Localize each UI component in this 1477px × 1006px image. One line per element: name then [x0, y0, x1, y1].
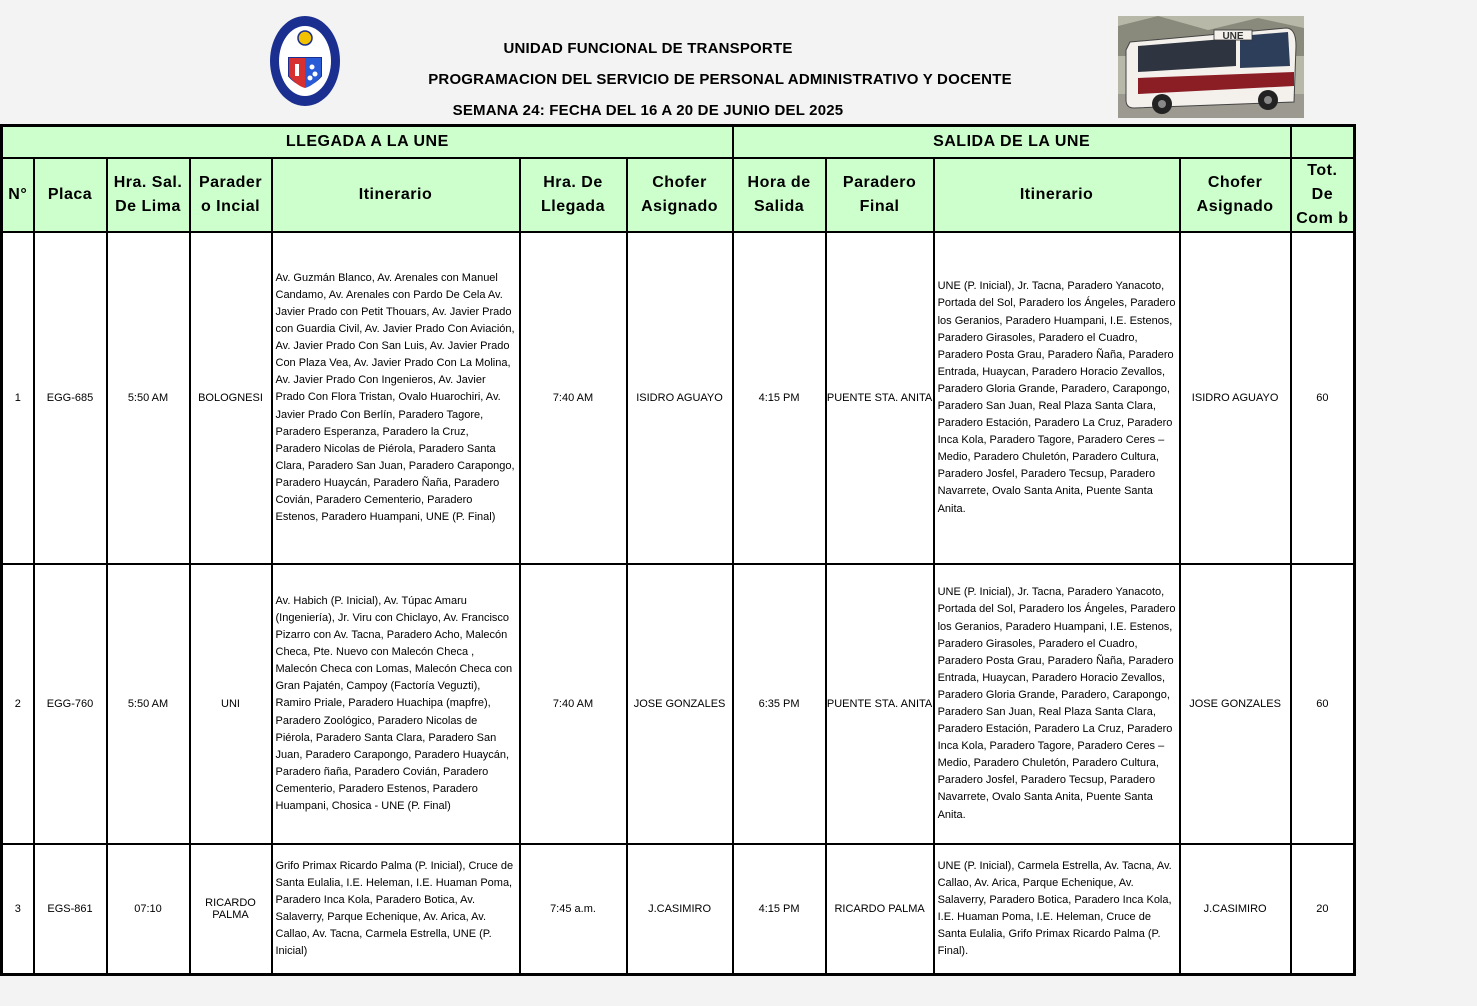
row-hora-salida: 4:15 PM — [733, 844, 826, 975]
col-placa: Placa — [34, 158, 107, 232]
row-num: 3 — [2, 844, 34, 975]
row-placa: EGS-861 — [34, 844, 107, 975]
row-itinerario-salida: UNE (P. Inicial), Carmela Estrella, Av. Tacna, Av. Callao, Av. Arica, Parque Echenique, Av. Salaverry, Paradero Botica, Paradero Inca Kola, I.E. Huaman Poma, I.E. Heleman, Cruce de Santa Eulalia, Grifo Primax Ricardo Palma (P. Final). — [934, 844, 1180, 975]
section-empty — [1291, 126, 1355, 159]
row-paradero-inicial: BOLOGNESI — [190, 232, 272, 564]
col-chofer-salida: Chofer Asignado — [1180, 158, 1291, 232]
row-placa: EGG-685 — [34, 232, 107, 564]
row-chofer-llegada: ISIDRO AGUAYO — [627, 232, 733, 564]
row-itinerario-llegada: Av. Habich (P. Inicial), Av. Túpac Amaru (Ingeniería), Jr. Viru con Chiclayo, Av. Francisco Pizarro con Av. Tacna, Paradero Acho, Malecón Checa, Pte. Nuevo con Malecón Checa , Malecón Checa con Lomas, Malecón Checa con Gran Pajatén, Campoy (Factoría Veguzti), Ramiro Priale, Paradero Huachipa (mapfre), Paradero Zoológico, Paradero Nicolas de Piérola, Paradero Santa Clara, Paradero San Juan, Paradero Carapongo, Paradero Huaycán, Paradero ñaña, Paradero Covián, Paradero Cementerio, Paradero Estenos, Paradero Huampani, Chosica - UNE (P. Final) — [272, 564, 520, 844]
column-header-row — [2, 158, 1355, 232]
row-tot-comb: 60 — [1291, 564, 1355, 844]
row-tot-comb: 60 — [1291, 232, 1355, 564]
header-line-1: UNIDAD FUNCIONAL DE TRANSPORTE — [503, 40, 793, 57]
row-paradero-final: RICARDO PALMA — [826, 844, 934, 975]
row-num: 1 — [2, 232, 34, 564]
table-row — [2, 232, 1355, 564]
row-chofer-llegada: JOSE GONZALES — [627, 564, 733, 844]
svg-text:UNE: UNE — [1222, 31, 1244, 42]
row-chofer-salida: J.CASIMIRO — [1180, 844, 1291, 975]
row-paradero-inicial: RICARDO PALMA — [190, 844, 272, 975]
header-line-2: PROGRAMACION DEL SERVICIO DE PERSONAL ADMINISTRATIVO Y DOCENTE — [428, 71, 1012, 88]
col-itinerario-salida: Itinerario — [934, 158, 1180, 232]
col-paradero-inicial: Parader o Incial — [190, 158, 272, 232]
col-chofer-llegada: Chofer Asignado — [627, 158, 733, 232]
row-itinerario-salida: UNE (P. Inicial), Jr. Tacna, Paradero Yanacoto, Portada del Sol, Paradero los Ángeles, Paradero los Geranios, Paradero Huampani, I.E. Estenos, Paradero Girasoles, Paradero el Cuadro, Paradero Posta Grau, Paradero Ñaña, Paradero Entrada, Huaycan, Paradero Horacio Zevallos, Paradero Gloria Grande, Paradero, Carapongo, Paradero San Juan, Real Plaza Santa Clara, Paradero Estación, Paradero La Cruz, Paradero Inca Kola, Paradero Tagore, Paradero Ceres – Medio, Paradero Chuletón, Paradero Cultura, Paradero Josfel, Paradero Tecsup, Paradero Navarrete, Ovalo Santa Anita, Puente Santa Anita. — [934, 564, 1180, 844]
row-paradero-inicial: UNI — [190, 564, 272, 844]
table-row — [2, 844, 1355, 975]
row-itinerario-salida: UNE (P. Inicial), Jr. Tacna, Paradero Yanacoto, Portada del Sol, Paradero los Ángeles, Paradero los Geranios, Paradero Huampani, I.E. Estenos, Paradero Girasoles, Paradero el Cuadro, Paradero Posta Grau, Paradero Ñaña, Paradero Entrada, Huaycan, Paradero Horacio Zevallos, Paradero Gloria Grande, Paradero, Carapongo, Paradero San Juan, Real Plaza Santa Clara, Paradero Estación, Paradero La Cruz, Paradero Inca Kola, Paradero Tagore, Paradero Ceres – Medio, Paradero Chuletón, Paradero Cultura, Paradero Josfel, Paradero Tecsup, Paradero Navarrete, Ovalo Santa Anita, Puente Santa Anita. — [934, 232, 1180, 564]
row-hra-llegada: 7:40 AM — [520, 232, 627, 564]
col-hra-sal: Hra. Sal. De Lima — [107, 158, 190, 232]
col-paradero-final: Paradero Final — [826, 158, 934, 232]
table-row — [2, 564, 1355, 844]
row-chofer-salida: ISIDRO AGUAYO — [1180, 232, 1291, 564]
section-departure: SALIDA DE LA UNE — [733, 126, 1291, 159]
section-header-row — [2, 126, 1355, 159]
row-num: 2 — [2, 564, 34, 844]
row-hra-llegada: 7:40 AM — [520, 564, 627, 844]
row-paradero-final: PUENTE STA. ANITA — [826, 232, 934, 564]
col-num: N° — [2, 158, 34, 232]
row-hora-salida: 6:35 PM — [733, 564, 826, 844]
col-hra-llegada: Hra. De Llegada — [520, 158, 627, 232]
bus-photo — [1118, 16, 1304, 118]
row-chofer-salida: JOSE GONZALES — [1180, 564, 1291, 844]
row-hra-llegada: 7:45 a.m. — [520, 844, 627, 975]
row-hora-salida: 4:15 PM — [733, 232, 826, 564]
row-paradero-final: PUENTE STA. ANITA — [826, 564, 934, 844]
schedule-table — [0, 124, 1356, 976]
document-header — [0, 0, 1477, 124]
col-itinerario-llegada: Itinerario — [272, 158, 520, 232]
row-itinerario-llegada: Grifo Primax Ricardo Palma (P. Inicial), Cruce de Santa Eulalia, I.E. Heleman, I.E. Huaman Poma, Paradero Inca Kola, Paradero Botica, Av. Salaverry, Parque Echenique, Av. Arica, Av. Callao, Av. Tacna, Carmela Estrella, UNE (P. Inicial) — [272, 844, 520, 975]
row-hra-sal: 5:50 AM — [107, 564, 190, 844]
row-chofer-llegada: J.CASIMIRO — [627, 844, 733, 975]
row-hra-sal: 5:50 AM — [107, 232, 190, 564]
col-tot-comb: Tot. De Com b — [1291, 158, 1355, 232]
row-tot-comb: 20 — [1291, 844, 1355, 975]
row-placa: EGG-760 — [34, 564, 107, 844]
section-arrival: LLEGADA A LA UNE — [2, 126, 733, 159]
header-line-3: SEMANA 24: FECHA DEL 16 A 20 DE JUNIO DEL 2025 — [452, 102, 844, 119]
row-hra-sal: 07:10 — [107, 844, 190, 975]
col-hora-salida: Hora de Salida — [733, 158, 826, 232]
university-logo — [268, 14, 342, 108]
row-itinerario-llegada: Av. Guzmán Blanco, Av. Arenales con Manuel Candamo, Av. Arenales con Pardo De Cela Av. Javier Prado con Petit Thouars, Av. Javier Prado con Guardia Civil, Av. Javier Prado Con Aviación, Av. Javier Prado Con San Luis, Av. Javier Prado Con Plaza Vea, Av. Javier Prado Con La Molina, Av. Javier Prado Con Ingenieros, Av. Javier Prado Con Flora Tristan, Ovalo Huarochiri, Av. Javier Prado Con Berlín, Paradero Tagore, Paradero Esperanza, Paradero la Cruz, Paradero Nicolas de Piérola, Paradero Santa Clara, Paradero San Juan, Paradero Carapongo, Paradero Huaycán, Paradero Ñaña, Paradero Covián, Paradero Cementerio, Paradero Estenos, Paradero Huampani, UNE (P. Final) — [272, 232, 520, 564]
